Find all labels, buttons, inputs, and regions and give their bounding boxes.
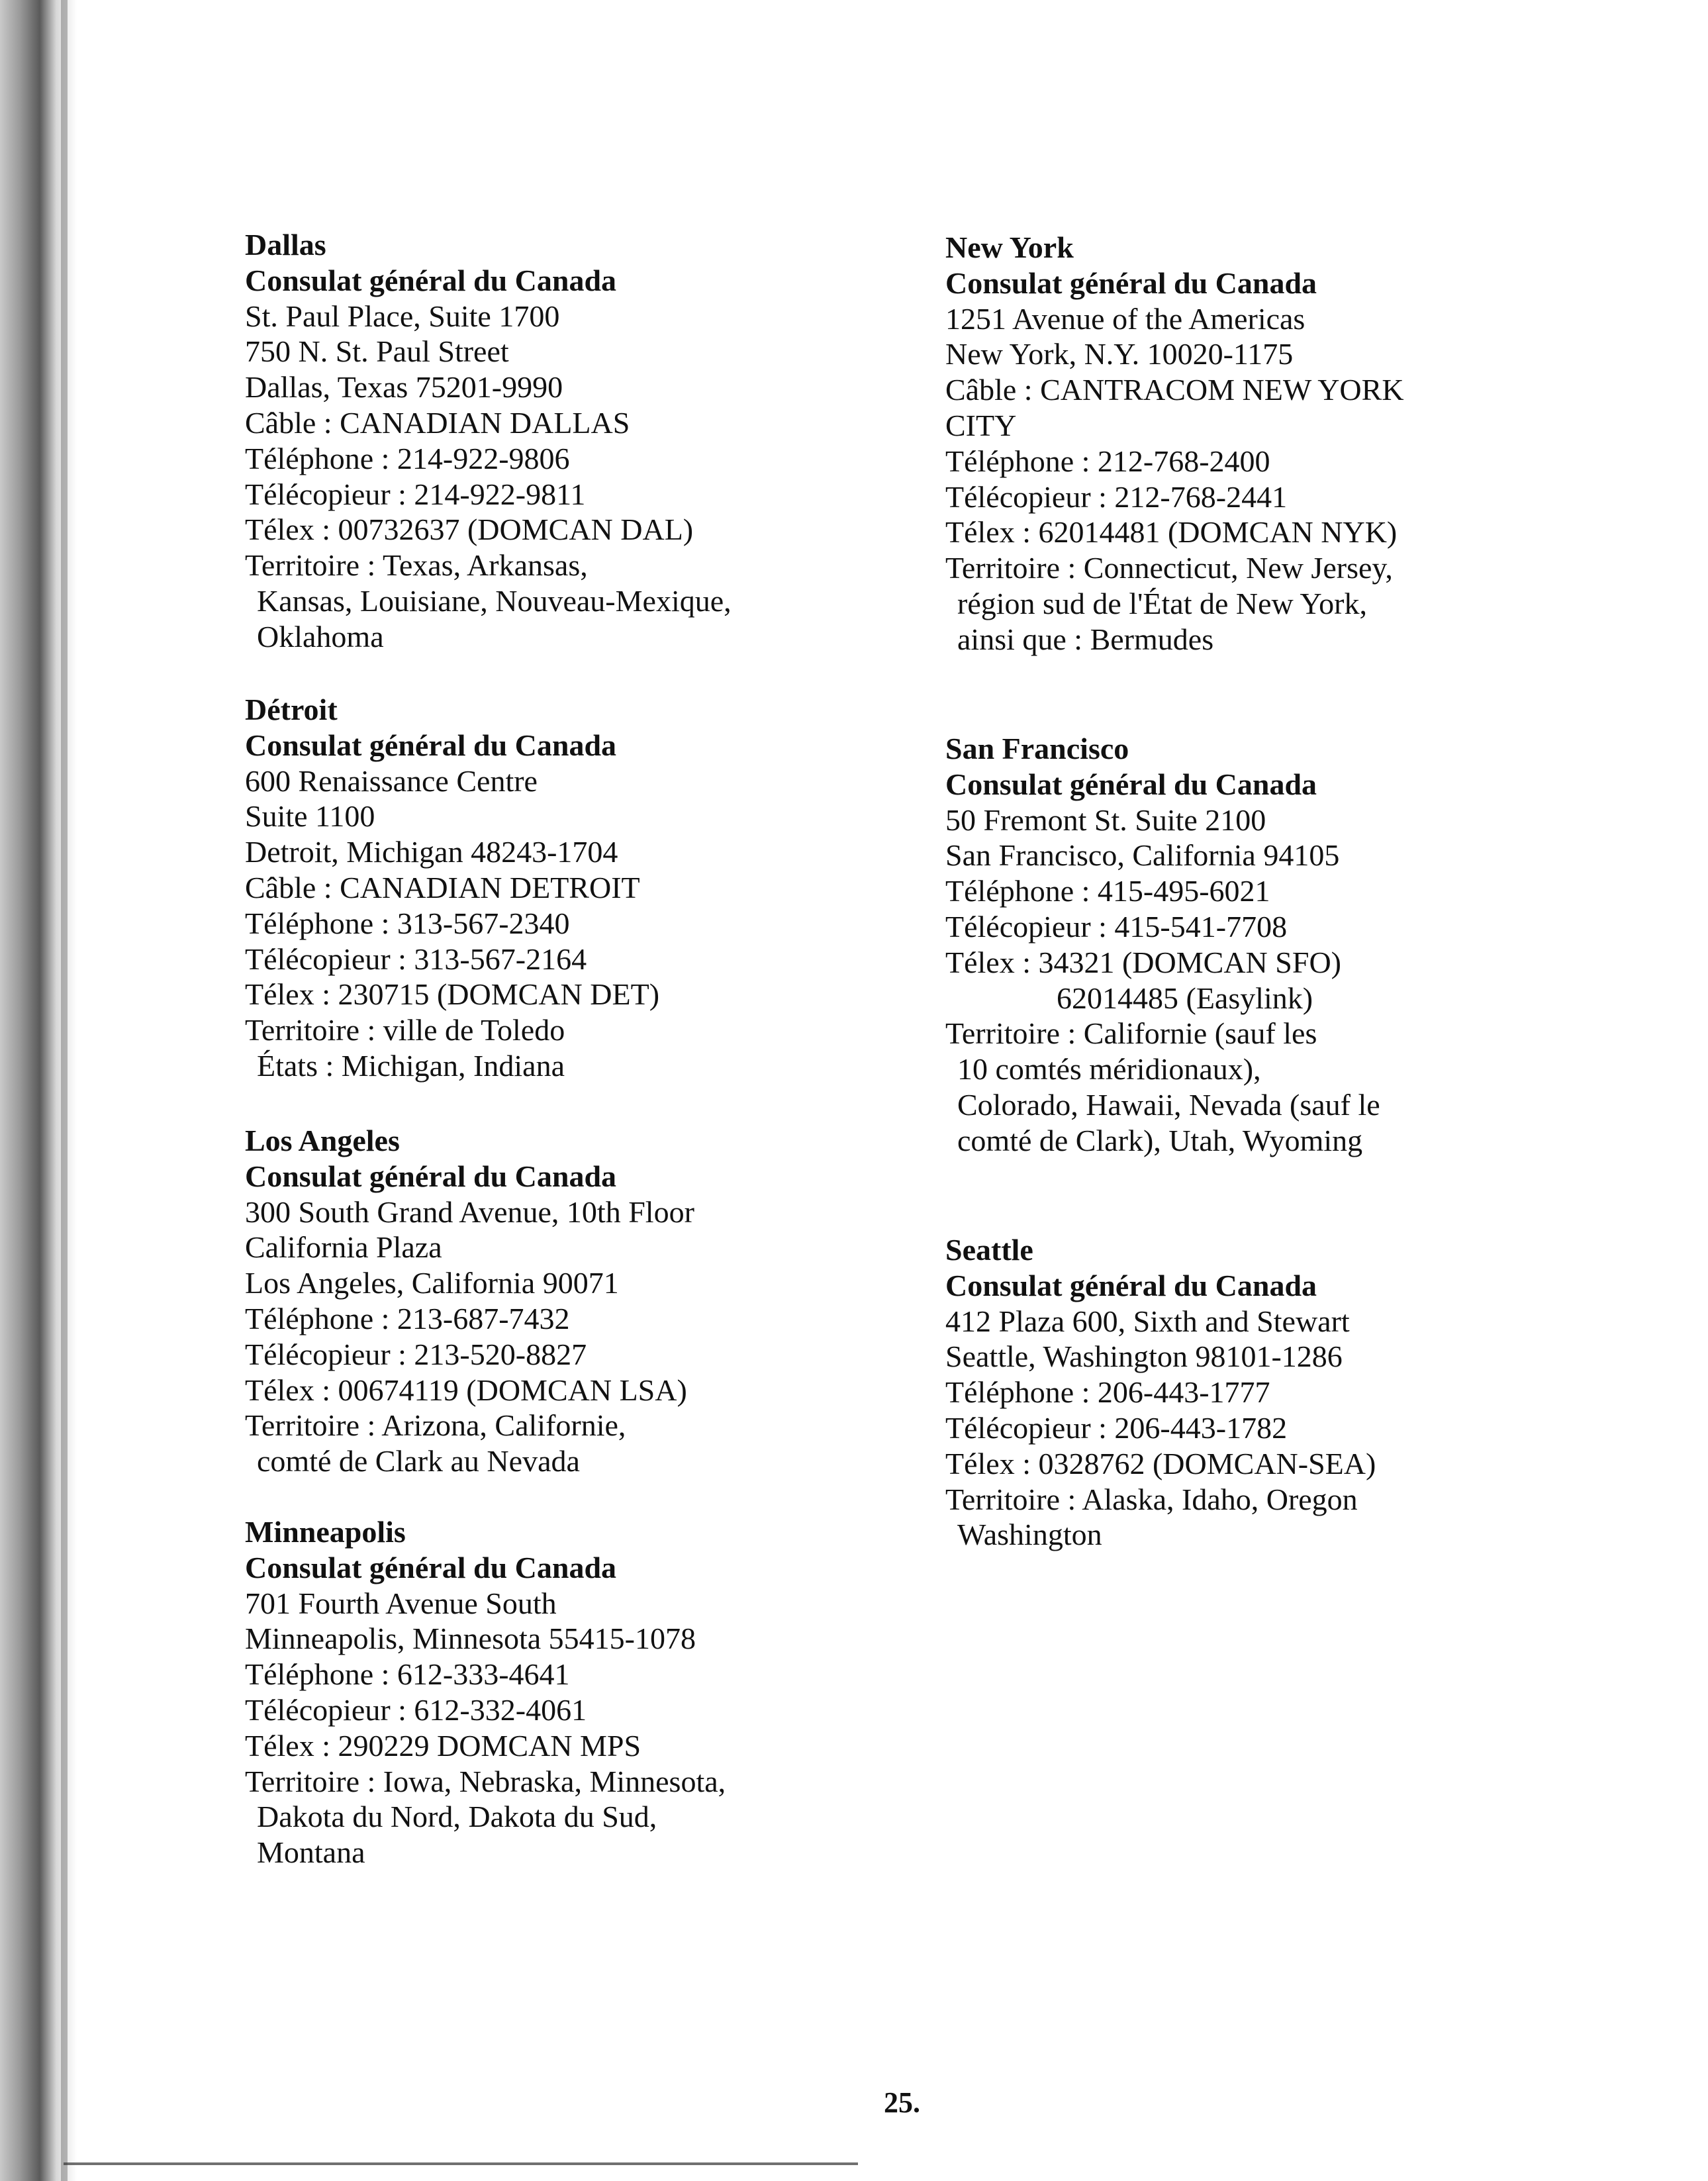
entry-title: Consulat général du Canada: [245, 1550, 617, 1584]
entry-telex-continued: 62014485 (Easylink): [1057, 981, 1313, 1015]
entry-telex: Télex : 290229 DOMCAN MPS: [245, 1728, 641, 1763]
entry-territory-continued: ainsi que : Bermudes: [957, 622, 1214, 656]
entry-fax: Télécopieur : 415-541-7708: [945, 909, 1288, 944]
entry-territory-continued: Washington: [957, 1518, 1102, 1552]
entry-address-line: 701 Fourth Avenue South: [245, 1586, 557, 1620]
entry-fax: Télécopieur : 213-520-8827: [245, 1337, 587, 1371]
entry-territory: Territoire : Iowa, Nebraska, Minnesota,: [245, 1764, 726, 1798]
consulate-entry-dallas: [245, 227, 732, 655]
entry-territory-continued: Colorado, Hawaii, Nevada (sauf le: [957, 1087, 1380, 1122]
entry-telephone: Téléphone : 313-567-2340: [245, 906, 570, 940]
entry-cable: Câble : CANTRACOM NEW YORK: [945, 373, 1404, 407]
entry-fax: Télécopieur : 206-443-1782: [945, 1410, 1288, 1445]
entry-address-line: Dallas, Texas 75201-9990: [245, 370, 563, 405]
page-number: 25.: [884, 2086, 920, 2119]
scan-binding-shadow: [61, 0, 68, 2181]
entry-city: Minneapolis: [245, 1515, 406, 1549]
entry-title: Consulat général du Canada: [945, 767, 1317, 801]
entry-territory: Territoire : Texas, Arkansas,: [245, 548, 588, 583]
entry-telex: Télex : 62014481 (DOMCAN NYK): [945, 515, 1398, 550]
entry-telephone: Téléphone : 206-443-1777: [945, 1375, 1270, 1410]
entry-address-line: Detroit, Michigan 48243-1704: [245, 835, 618, 869]
entry-address-line: Minneapolis, Minnesota 55415-1078: [245, 1622, 696, 1656]
entry-telephone: Téléphone : 212-768-2400: [945, 444, 1270, 478]
entry-fax: Télécopieur : 214-922-9811: [245, 477, 586, 511]
entry-address-line: 750 N. St. Paul Street: [245, 334, 509, 369]
entry-city: Dallas: [245, 228, 326, 262]
entry-telephone: Téléphone : 612-333-4641: [245, 1657, 570, 1692]
entry-address-line: 300 South Grand Avenue, 10th Floor: [245, 1194, 694, 1229]
entry-city: Seattle: [945, 1233, 1033, 1267]
entry-territory-continued: Oklahoma: [257, 619, 384, 654]
entry-fax: Télécopieur : 612-332-4061: [245, 1692, 587, 1727]
entry-title: Consulat général du Canada: [945, 1268, 1317, 1302]
entry-territory-continued: 10 comtés méridionaux),: [957, 1052, 1261, 1087]
entry-city: Détroit: [245, 693, 338, 726]
entry-territory: Territoire : Arizona, Californie,: [245, 1408, 626, 1443]
entry-cable: Câble : CANADIAN DALLAS: [245, 405, 630, 440]
consulate-entry-seattle: [945, 1232, 1376, 1553]
entry-address-line: 50 Fremont St. Suite 2100: [945, 802, 1266, 837]
entry-title: Consulat général du Canada: [245, 728, 617, 762]
entry-fax: Télécopieur : 313-567-2164: [245, 942, 587, 976]
entry-territory-continued: Montana: [257, 1835, 365, 1870]
entry-address-line: New York, N.Y. 10020-1175: [945, 337, 1294, 371]
entry-territory-continued: comté de Clark), Utah, Wyoming: [957, 1123, 1363, 1157]
consulate-entry-new-york: [945, 230, 1404, 657]
entry-city: San Francisco: [945, 732, 1129, 765]
entry-telex: Télex : 230715 (DOMCAN DET): [245, 977, 660, 1012]
entry-address-line: 600 Renaissance Centre: [245, 763, 538, 798]
entry-territory-continued: Kansas, Louisiane, Nouveau-Mexique,: [257, 583, 732, 618]
entry-territory-continued: Dakota du Nord, Dakota du Sud,: [257, 1800, 657, 1834]
entry-telex: Télex : 00674119 (DOMCAN LSA): [245, 1373, 687, 1407]
entry-telephone: Téléphone : 415-495-6021: [945, 874, 1270, 908]
entry-title: Consulat général du Canada: [945, 266, 1317, 300]
entry-territory-continued: comté de Clark au Nevada: [257, 1444, 580, 1478]
entry-telex: Télex : 00732637 (DOMCAN DAL): [245, 512, 694, 547]
consulate-entry-san-francisco: [945, 731, 1380, 1159]
entry-territory-continued: région sud de l'État de New York,: [957, 586, 1367, 620]
entry-cable-continued: CITY: [945, 408, 1017, 442]
entry-city: Los Angeles: [245, 1124, 400, 1157]
scan-bottom-edge: [64, 2162, 858, 2165]
entry-cable: Câble : CANADIAN DETROIT: [245, 870, 640, 904]
entry-address-line: 412 Plaza 600, Sixth and Stewart: [945, 1304, 1350, 1338]
consulate-entry-detroit: [245, 692, 659, 1084]
entry-telex: Télex : 0328762 (DOMCAN-SEA): [945, 1446, 1376, 1480]
entry-city: New York: [945, 230, 1074, 264]
entry-title: Consulat général du Canada: [245, 263, 617, 297]
entry-title: Consulat général du Canada: [245, 1159, 617, 1193]
entry-address-line: Seattle, Washington 98101-1286: [945, 1339, 1343, 1374]
entry-address-line: San Francisco, California 94105: [945, 838, 1340, 873]
entry-territory-continued: États : Michigan, Indiana: [257, 1048, 565, 1083]
entry-address-line: 1251 Avenue of the Americas: [945, 301, 1305, 336]
entry-address-line: California Plaza: [245, 1230, 442, 1265]
consulate-entry-minneapolis: [245, 1514, 726, 1870]
entry-territory: Territoire : Alaska, Idaho, Oregon: [945, 1482, 1358, 1516]
consulate-entry-los-angeles: [245, 1123, 694, 1479]
entry-territory: Territoire : ville de Toledo: [245, 1013, 565, 1047]
entry-telephone: Téléphone : 214-922-9806: [245, 441, 570, 475]
entry-address-line: St. Paul Place, Suite 1700: [245, 299, 560, 333]
entry-telephone: Téléphone : 213-687-7432: [245, 1301, 570, 1335]
entry-address-line: Los Angeles, California 90071: [245, 1266, 619, 1300]
entry-territory: Territoire : Connecticut, New Jersey,: [945, 551, 1393, 585]
entry-fax: Télécopieur : 212-768-2441: [945, 479, 1288, 514]
entry-address-line: Suite 1100: [245, 799, 375, 834]
entry-territory: Territoire : Californie (sauf les: [945, 1016, 1317, 1051]
entry-telex: Télex : 34321 (DOMCAN SFO): [945, 945, 1341, 979]
